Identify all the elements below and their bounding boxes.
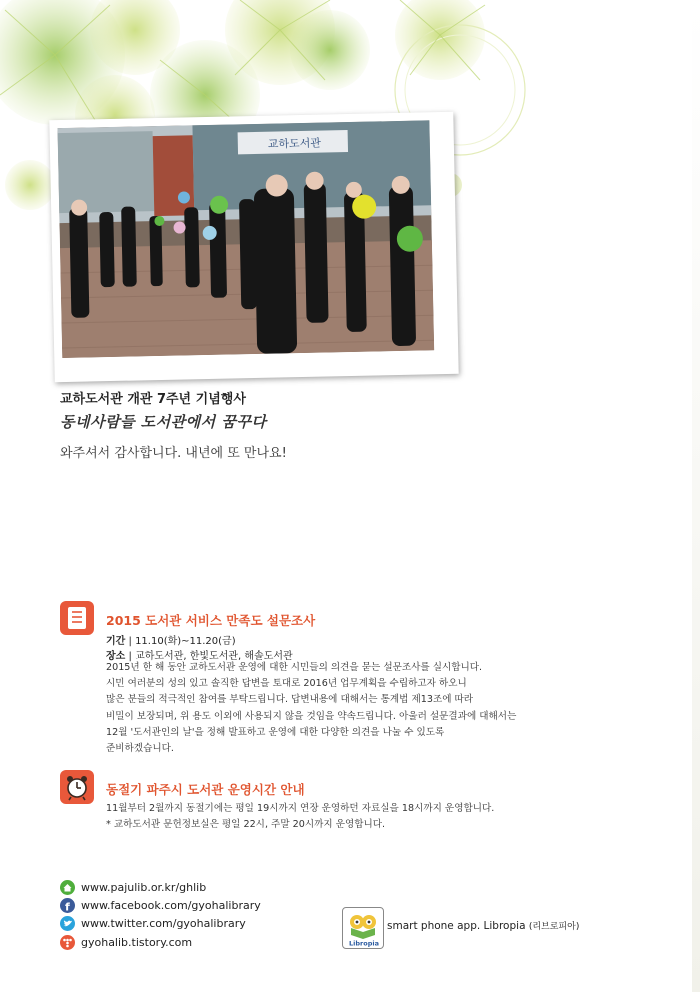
contact-facebook-text[interactable]: www.facebook.com/gyohalibrary xyxy=(81,898,261,912)
survey-body xyxy=(106,660,546,757)
home-icon xyxy=(60,880,75,895)
survey-body-line: 준비하겠습니다. xyxy=(106,743,174,755)
event-subtitle: 동네사람들 도서관에서 꿈꾸다 xyxy=(60,413,267,431)
twitter-icon xyxy=(60,916,75,931)
survey-place-value: 교하도서관, 한빛도서관, 해솔도서관 xyxy=(135,651,293,662)
alarm-clock-icon xyxy=(60,770,94,804)
survey-period-value: 11.10(화)~11.20(금) xyxy=(135,636,236,647)
survey-title: 2015 도서관 서비스 만족도 설문조사 xyxy=(106,613,316,628)
survey-body-line: 2015년 한 해 동안 교하도서관 운영에 대한 시민들의 의견을 묻는 설문조사를 실시합니다. xyxy=(106,662,483,673)
app-label-korean: (리브로피아) xyxy=(528,922,580,932)
contact-tistory[interactable] xyxy=(60,934,192,950)
survey-place-label: 장소 xyxy=(106,651,126,662)
contact-homepage-text[interactable]: www.pajulib.or.kr/ghlib xyxy=(81,880,207,894)
event-photo xyxy=(49,112,458,382)
contact-twitter[interactable] xyxy=(60,915,246,931)
winter-hours-body xyxy=(106,801,546,833)
event-photo-illustration xyxy=(57,120,434,358)
facebook-icon xyxy=(60,898,75,913)
tistory-icon xyxy=(60,935,75,950)
contact-homepage[interactable] xyxy=(60,879,206,895)
event-title: 교하도서관 개관 7주년 기념행사 xyxy=(60,392,246,407)
survey-period: 기간 | 11.10(화)~11.20(금) xyxy=(106,636,236,647)
event-thanks-message: 와주셔서 감사합니다. 내년에 또 만나요! xyxy=(60,446,287,461)
winter-hours-title: 동절기 파주시 도서관 운영시간 안내 xyxy=(106,782,305,797)
libropia-app-icon[interactable] xyxy=(342,907,384,949)
page-edge-strip xyxy=(692,0,700,992)
survey-list-icon xyxy=(60,601,94,635)
library-sign: 교하도서관 xyxy=(267,136,322,151)
survey-place: 장소 | 교하도서관, 한빛도서관, 해솔도서관 xyxy=(106,651,293,662)
libropia-app-icon-label: Libropia xyxy=(349,939,379,948)
contact-facebook[interactable] xyxy=(60,897,261,913)
survey-body-line: 12월 '도서관인의 날'을 정해 발표하고 운영에 대한 다양한 의견을 나눌 수 있도록 xyxy=(106,726,445,738)
contact-twitter-text[interactable]: www.twitter.com/gyohalibrary xyxy=(81,916,246,930)
svg-text:f: f xyxy=(65,900,70,913)
survey-body-line: 많은 분들의 적극적인 참여를 부탁드립니다. 답변내용에 대해서는 통계법 제13조에 따라 xyxy=(106,694,474,706)
survey-period-label: 기간 xyxy=(106,636,126,647)
contact-tistory-text[interactable]: gyohalib.tistory.com xyxy=(81,935,193,949)
app-label-text: smart phone app. Libropia xyxy=(387,920,526,932)
winter-hours-note: * 교하도서관 문헌정보실은 평일 22시, 주말 20시까지 운영합니다. xyxy=(106,819,386,831)
survey-body-line: 시민 여러분의 성의 있고 솔직한 답변을 토대로 2016년 업무계획을 수립하고자 하오니 xyxy=(106,678,467,690)
app-label xyxy=(387,919,579,932)
survey-body-line: 비밀이 보장되며, 위 용도 이외에 사용되지 않을 것임을 약속드립니다. 아울러 설문결과에 대해서는 xyxy=(106,710,517,722)
winter-hours-line: 11월부터 2월까지 동절기에는 평일 19시까지 연장 운영하던 자료실을 18시까지 운영합니다. xyxy=(106,803,495,814)
